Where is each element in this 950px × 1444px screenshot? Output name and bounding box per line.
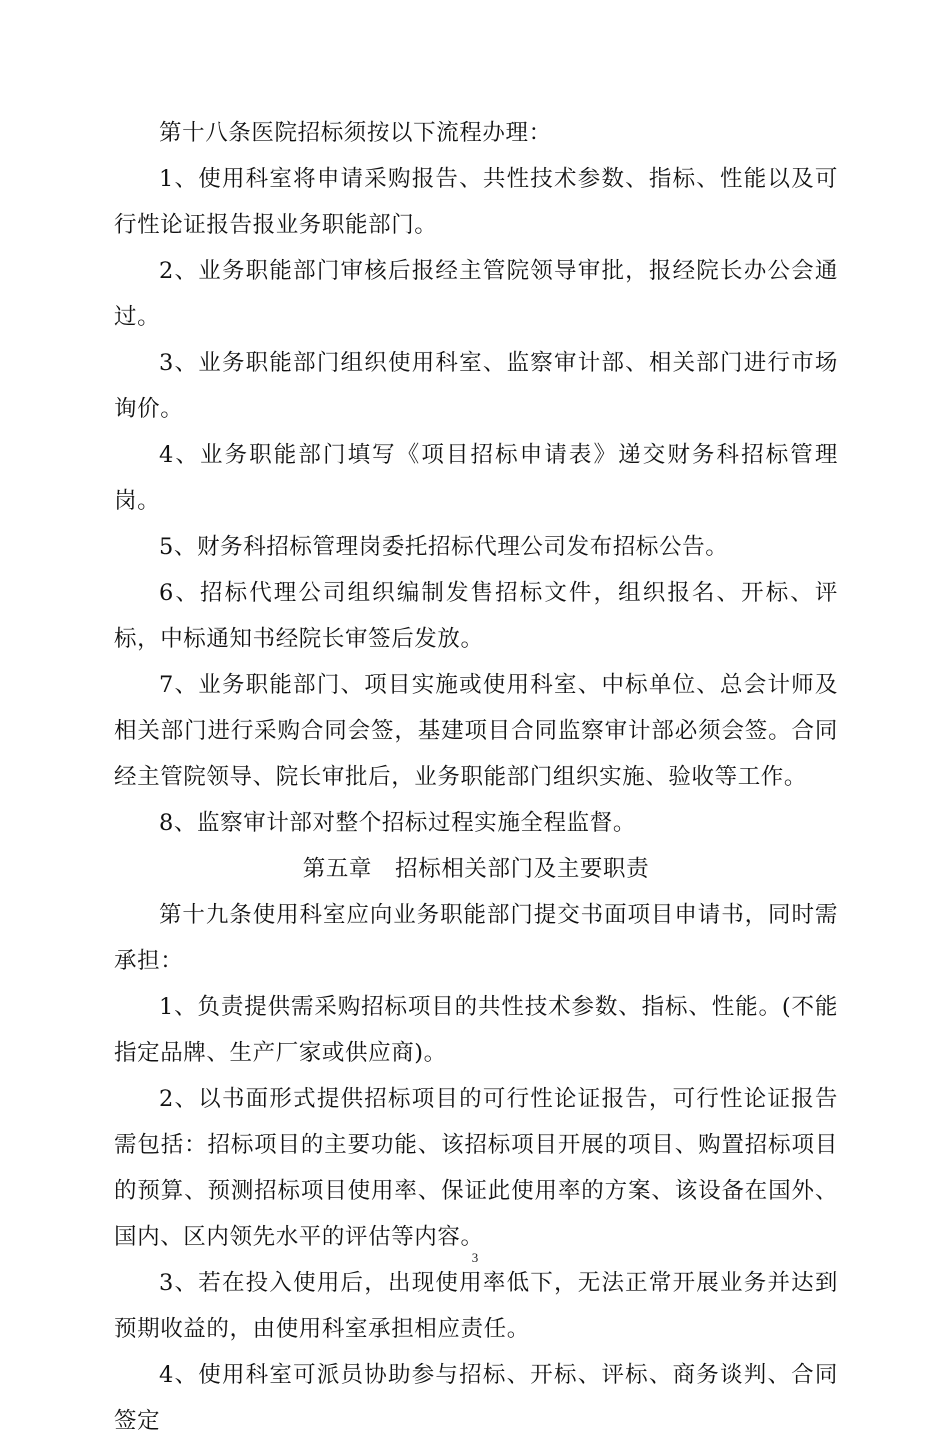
paragraph-duty-2: 2、以书面形式提供招标项目的可行性论证报告，可行性论证报告需包括：招标项目的主要功能、该招标项目开展的项目、购置招标项目的预算、预测招标项目使用率、保证此使用率的方案、该设备在国外、国内、区内领先水平的评估等内容。 [114,1086,838,1250]
paragraph-article-18: 第十八条医院招标须按以下流程办理： [159,120,552,146]
page-number: 3 [471,1250,479,1265]
paragraph-step-5: 5、财务科招标管理岗委托招标代理公司发布招标公告。 [159,534,729,560]
paragraph-article-19: 第十九条使用科室应向业务职能部门提交书面项目申请书，同时需承担： [114,902,838,974]
paragraph-step-3: 3、业务职能部门组织使用科室、监察审计部、相关部门进行市场询价。 [114,350,838,422]
paragraph-step-6: 6、招标代理公司组织编制发售招标文件，组织报名、开标、评标，中标通知书经院长审签后发放。 [114,580,838,652]
paragraph-duty-1: 1、负责提供需采购招标项目的共性技术参数、指标、性能。(不能指定品牌、生产厂家或供应商)。 [114,994,838,1066]
paragraph-step-4: 4、业务职能部门填写《项目招标申请表》递交财务科招标管理岗。 [114,442,838,514]
paragraph-step-1: 1、使用科室将申请采购报告、共性技术参数、指标、性能以及可行性论证报告报业务职能部门。 [114,166,838,238]
paragraph-step-7: 7、业务职能部门、项目实施或使用科室、中标单位、总会计师及相关部门进行采购合同会签，基建项目合同监察审计部必须会签。合同经主管院领导、院长审批后，业务职能部门组织实施、验收等工作。 [114,672,838,790]
paragraph-duty-4: 4、使用科室可派员协助参与招标、开标、评标、商务谈判、合同签定 [114,1362,838,1434]
chapter-heading: 第五章 招标相关部门及主要职责 [302,856,650,882]
paragraph-duty-3: 3、若在投入使用后，出现使用率低下，无法正常开展业务并达到预期收益的，由使用科室承担相应责任。 [114,1270,838,1342]
paragraph-step-2: 2、业务职能部门审核后报经主管院领导审批，报经院长办公会通过。 [114,258,838,330]
document-body [114,110,838,1444]
paragraph-step-8: 8、监察审计部对整个招标过程实施全程监督。 [159,810,636,836]
